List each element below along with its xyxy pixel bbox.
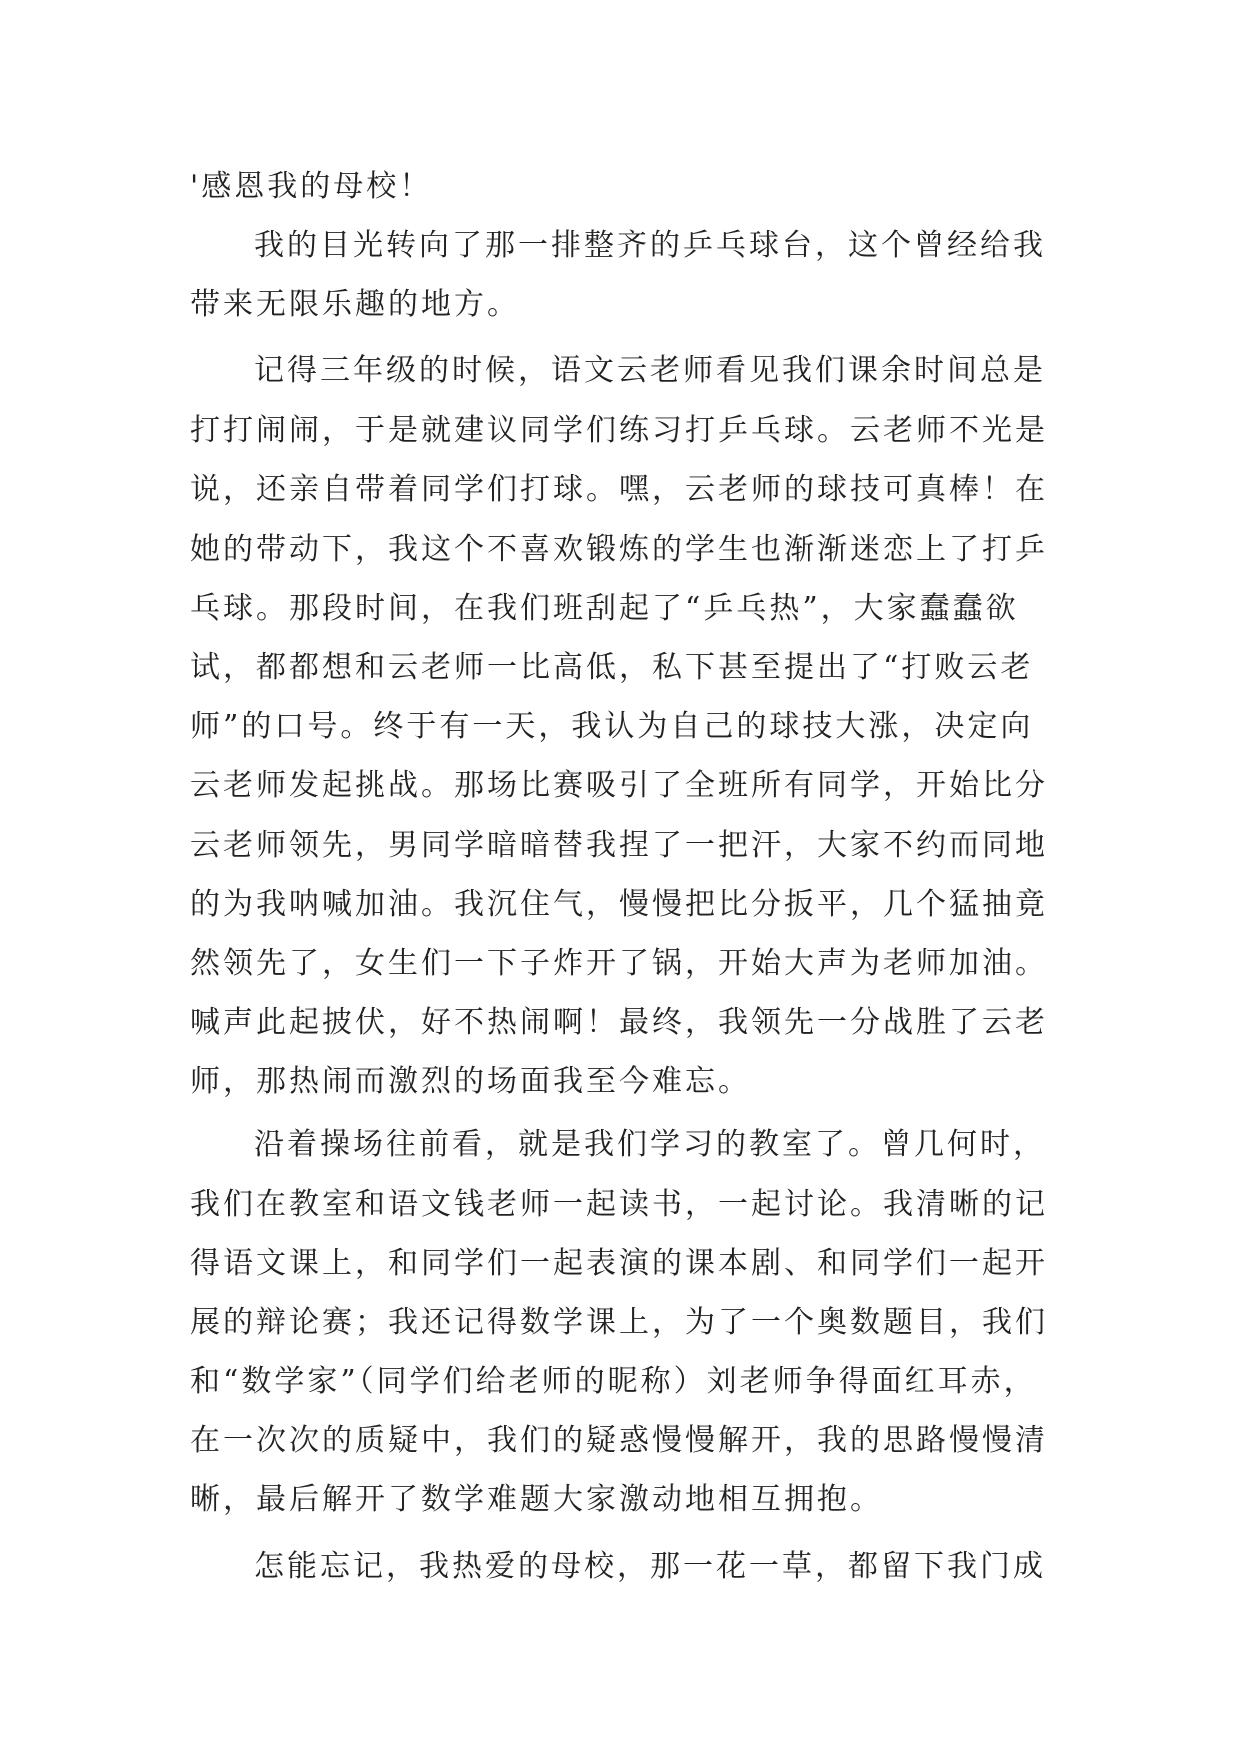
text-line: 打打闹闹，于是就建议同学们练习打乒乓球。云老师不光是 (190, 413, 1048, 448)
paragraph-first-line: 我的目光转向了那一排整齐的乒乓球台，这个曾经给我 (254, 228, 1046, 263)
text-line: 然领先了，女生们一下子炸开了锅，开始大声为老师加油。 (190, 946, 1048, 981)
text-line: '感恩我的母校！ (190, 169, 433, 204)
text-line: 晰，最后解开了数学难题大家激动地相互拥抱。 (190, 1482, 883, 1517)
text-line: 和“数学家”（同学们给老师的昵称）刘老师争得面红耳赤， (190, 1364, 1037, 1399)
text-line: 师”的口号。终于有一天，我认为自己的球技大涨，决定向 (190, 709, 1034, 744)
text-line: 的为我呐喊加油。我沉住气，慢慢把比分扳平，几个猛抽竟 (190, 887, 1048, 922)
paragraph-first-line: 记得三年级的时候，语文云老师看见我们课余时间总是 (254, 353, 1046, 388)
text-line: 喊声此起披伏，好不热闹啊！最终，我领先一分战胜了云老 (190, 1005, 1048, 1040)
text-line: 试，都都想和云老师一比高低，私下甚至提出了“打败云老 (190, 650, 1034, 685)
text-line: 师，那热闹而激烈的场面我至今难忘。 (190, 1064, 751, 1099)
text-line: 说，还亲自带着同学们打球。嘿，云老师的球技可真棒！在 (190, 472, 1048, 507)
text-line: 云老师发起挑战。那场比赛吸引了全班所有同学，开始比分 (190, 768, 1048, 803)
text-line: 我们在教室和语文钱老师一起读书，一起讨论。我清晰的记 (190, 1187, 1048, 1222)
paragraph-first-line: 怎能忘记，我热爱的母校，那一花一草，都留下我门成 (254, 1549, 1046, 1584)
text-line: 展的辩论赛；我还记得数学课上，为了一个奥数题目，我们 (190, 1305, 1048, 1340)
text-line: 乓球。那段时间，在我们班刮起了“乒乓热”，大家蠢蠢欲 (190, 591, 1019, 626)
paragraph-first-line: 沿着操场往前看，就是我们学习的教室了。曾几何时， (254, 1127, 1046, 1162)
text-line: 她的带动下，我这个不喜欢锻炼的学生也渐渐迷恋上了打乒 (190, 532, 1048, 567)
text-line: 在一次次的质疑中，我们的疑惑慢慢解开，我的思路慢慢清 (190, 1423, 1048, 1458)
text-line: 云老师领先，男同学暗暗替我捏了一把汗，大家不约而同地 (190, 828, 1048, 863)
text-line: 得语文课上，和同学们一起表演的课本剧、和同学们一起开 (190, 1246, 1048, 1281)
text-line: 带来无限乐趣的地方。 (190, 287, 520, 322)
